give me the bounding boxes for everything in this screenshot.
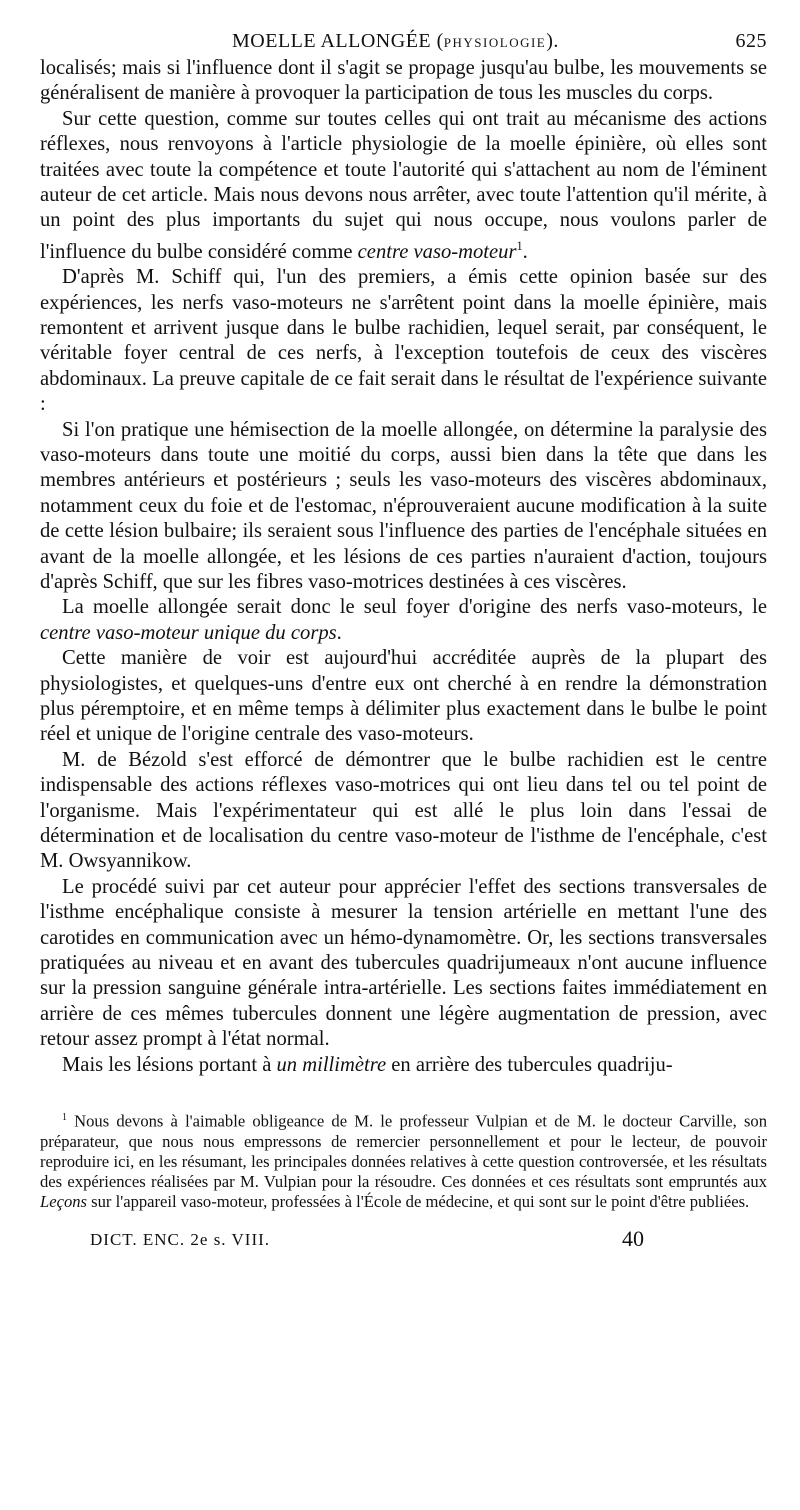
sheet-number: 40 xyxy=(622,1225,644,1251)
running-title xyxy=(232,30,559,53)
signature-line xyxy=(40,1226,767,1256)
running-title-end: ). xyxy=(546,30,559,52)
paragraph-6: Cette manière de voir est aujourd'hui accréditée auprès de la plupart des physiologistes, et quelques-uns d'entre eux ont cherché à en rendre la démonstration plus péremptoire, et en même temps à délimiter plus exactement dans le bulbe le point réel et unique de l'origine centrale des vaso-moteurs. xyxy=(40,647,767,746)
footnote-1 xyxy=(40,1108,767,1212)
paragraph-2: Sur cette question, comme sur toutes celles qui ont trait au mécanisme des actions réflexes, nous renvoyons à l'article physiologie de la moelle épinière, où elles sont traitées avec toute la compétence et toute l'autorité qui s'attachent au nom de l'éminent auteur de cet article. Mais nous devons nous arrêter, avec toute l'attention qu'il mérite, à un point des plus importants du sujet qui nous occupe, nous voulons parler de l'influence du bulbe considéré comme centre vaso-moteur$^1$. xyxy=(40,107,767,263)
paragraph-5-emphasis: centre vaso-moteur unique du corps xyxy=(40,621,337,644)
paragraph-9 xyxy=(40,1053,767,1078)
paragraph-3: D'après M. Schiff qui, l'un des premiers, a émis cette opinion basée sur des expériences, les nerfs vaso-moteurs ne s'arrêtent point dans la moelle épinière, mais remontent et arrivent jusque dans le bulbe rachidien, lequel serait, par conséquent, le véritable foyer central de ces nerfs, à l'exception toutefois de ceux des viscères abdominaux. La preuve capitale de ce fait serait dans le résultat de l'expérience suivante : xyxy=(40,266,767,416)
paragraph-5 xyxy=(40,595,767,646)
footnote-text-a: Nous devons à l'aimable obligeance de M. le professeur Vulpian et de M. le docteur Carville, son préparateur, que nous nous empressons de remercier personnellement et pour le lecteur, de pouvoir reproduire ici, en les résumant, les principales données relatives à cette question controversée, et les résultats des expériences réalisées par M. Vulpian pour la résoudre. Ces données et ces résultats sont empruntés aux xyxy=(40,1111,767,1191)
footnote-text-b: sur l'appareil vaso-moteur, professées à l'École de médecine, et qui sont sur le point d'être publiées. xyxy=(91,1191,750,1211)
footnote-marker: 1 xyxy=(62,1112,67,1124)
paragraph-1: localisés; mais si l'influence dont il s'agit se propage jusqu'au bulbe, les mouvements se généralisent de manière à provoquer la participation de tous les muscles du corps. xyxy=(40,57,767,105)
paragraph-8: Le procédé suivi par cet auteur pour apprécier l'effet des sections transversales de l'isthme encéphalique consiste à mesurer la tension artérielle en mettant l'une des carotides en communication avec un hémo-dynamomètre. Or, les sections transversales pratiquées au niveau et en avant des tubercules quadrijumeaux n'ont aucune influence sur la pression sanguine générale intra-artérielle. Les sections faites immédiatement en arrière de ces mêmes tubercules donnent une légère augmentation de pression, avec retour assez prompt à l'état normal. xyxy=(40,875,767,1051)
paragraph-2-text: Sur cette question, comme sur toutes celles qui ont trait au mécanisme des actions réflexes, nous renvoyons à l'article physiologie de la moelle épinière, où elles sont traitées avec toute la compétence et toute l'autorité qui s'attachent au nom de l'éminent auteur de cet article. Mais nous devons nous arrêter, avec toute l'attention qu'il mérite, à un point des plus importants du sujet qui nous occupe, nous voulons parler de l'influence du bulbe considéré comme xyxy=(40,107,767,263)
paragraph-7: M. de Bézold s'est efforcé de démontrer que le bulbe rachidien est le centre indispensable des actions réflexes vaso-motrices qui ont lieu dans tel ou tel point de l'organisme. Mais l'expérimentateur qui est allé le plus loin dans l'essai de détermination et de localisation du centre vaso-moteur de l'isthme de l'encéphale, c'est M. Owsyannikow. xyxy=(40,748,767,873)
paragraph-4: Si l'on pratique une hémisection de la moelle allongée, on détermine la paralysie des vaso-moteurs dans toute une moitié du corps, aussi bien dans la tête que dans les membres antérieurs et postérieurs ; seuls les vaso-moteurs des viscères abdominaux, notamment ceux du foie et de l'estomac, n'éprouveraient aucune modification à la suite de cette lésion bulbaire; ils seraient sous l'influence des parties de l'encéphale situées en avant de la moelle allongée, et les lésions de ces parties n'auraient d'action, toujours d'après Schiff, que sur les fibres vaso-motrices destinées à ces viscères. xyxy=(40,418,767,593)
paragraph-5-text: La moelle allongée serait donc le seul foyer d'origine des nerfs vaso-moteurs, le xyxy=(62,596,767,619)
footnote-italic: Leçons xyxy=(40,1191,88,1211)
running-head xyxy=(40,30,767,56)
body-text xyxy=(40,56,767,1078)
footnotes xyxy=(40,1108,767,1212)
paragraph-9-text: Mais les lésions portant à xyxy=(62,1053,272,1076)
running-title-main: MOELLE ALLONGÉE ( xyxy=(232,30,444,52)
paragraph-9-emphasis: un millimètre xyxy=(276,1053,387,1076)
document-page xyxy=(40,30,767,1256)
signature-mark: DICT. ENC. 2e s. VIII. xyxy=(90,1229,271,1249)
paragraph-5-end: . xyxy=(336,621,342,644)
paragraph-9-end: en arrière des tubercules quadriju- xyxy=(391,1053,673,1076)
page-number: 625 xyxy=(735,30,767,52)
footnote-ref: 1 xyxy=(516,238,523,253)
paragraph-2-emphasis: centre vaso-moteur xyxy=(357,240,517,263)
running-title-small: PHYSIOLOGIE xyxy=(443,35,547,50)
